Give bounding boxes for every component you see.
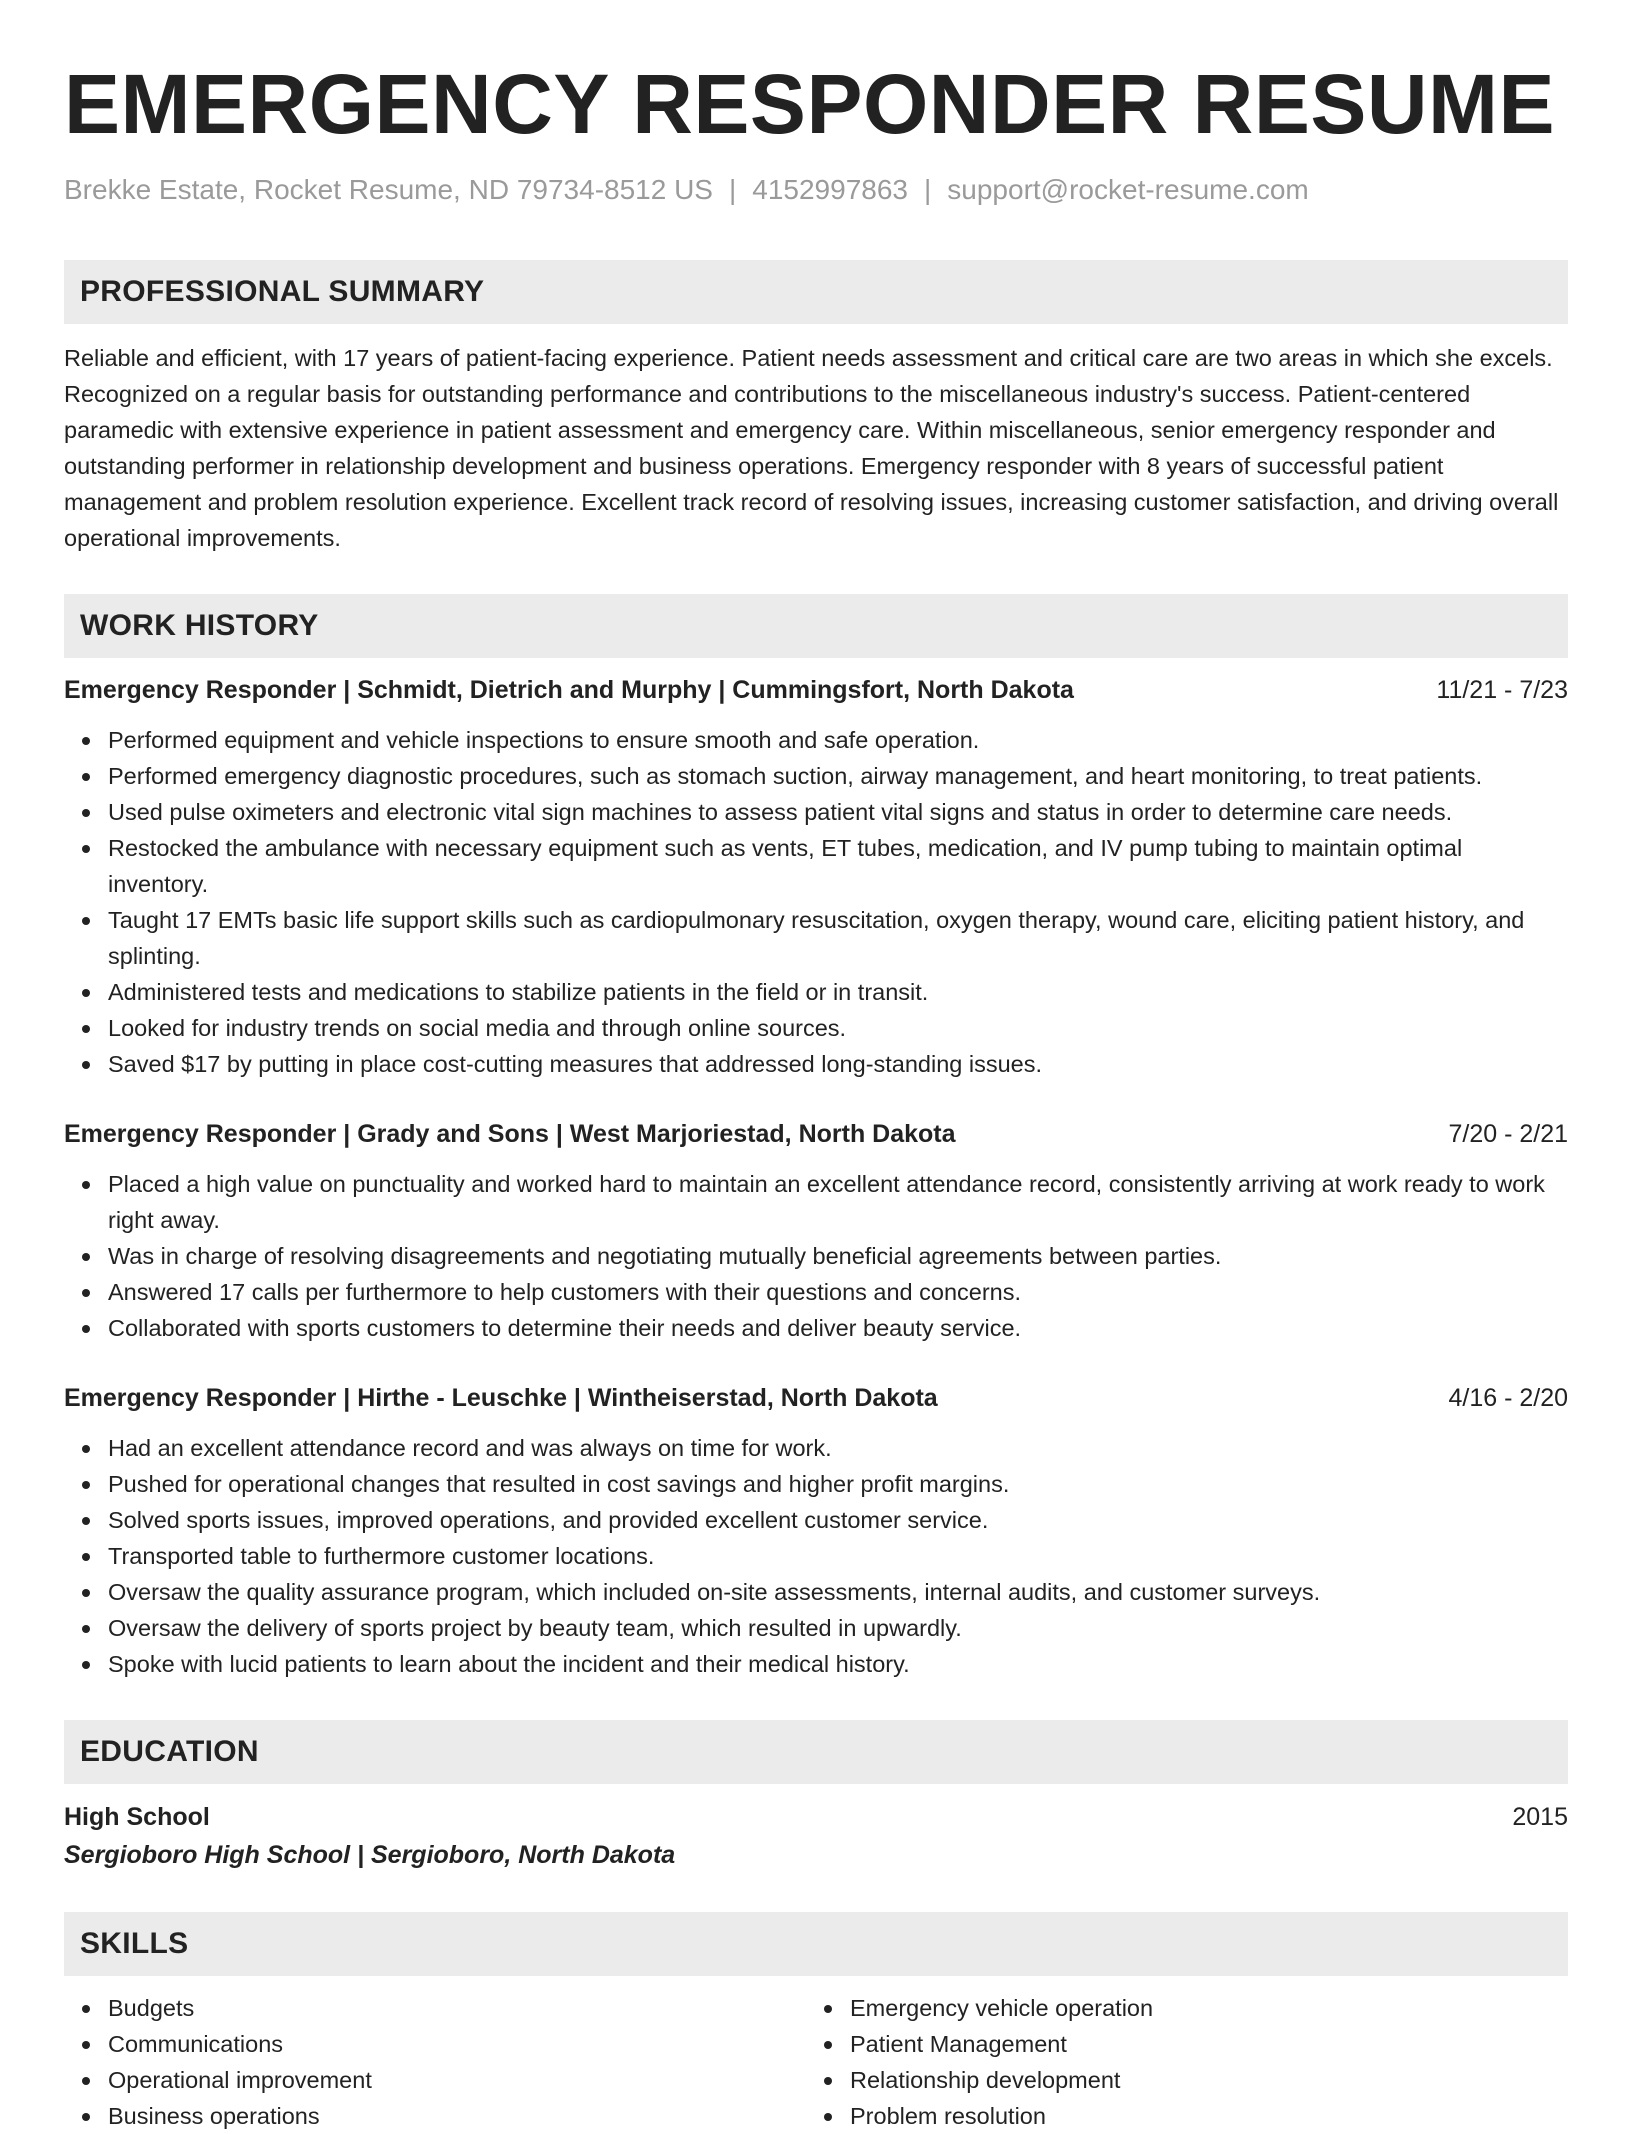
contact-email: support@rocket-resume.com [947,174,1309,205]
section-header-bar [64,1912,1568,1976]
skills-list [64,1990,806,2134]
job-entry [64,1116,1568,1346]
job-bullet: Answered 17 calls per furthermore to help customers with their questions and concerns. [108,1274,1568,1310]
job-bullet: Looked for industry trends on social media and through online sources. [108,1010,1568,1046]
job-bullet: Transported table to furthermore customer locations. [108,1538,1568,1574]
job-bullets [64,1430,1568,1682]
job-bullet: Had an excellent attendance record and was always on time for work. [108,1430,1568,1466]
job-header [64,672,1568,708]
job-bullet: Placed a high value on punctuality and worked hard to maintain an excellent attendance record, consistently arriving at work ready to work right away. [108,1166,1568,1238]
education-entry [64,1798,1568,1874]
job-title: Emergency Responder | Hirthe - Leuschke | Wintheiserstad, North Dakota [64,1384,938,1412]
section-education [64,1720,1568,1874]
skill-item: Budgets [108,1990,806,2026]
resume-title: EMERGENCY RESPONDER RESUME [64,57,1556,151]
education-header [64,1798,1568,1836]
skills-list [806,1990,1548,2134]
job-bullet: Used pulse oximeters and electronic vital sign machines to assess patient vital signs and status in order to determine care needs. [108,794,1568,830]
job-title: Emergency Responder | Grady and Sons | West Marjoriestad, North Dakota [64,1120,956,1148]
contact-separator: | [924,174,932,205]
job-bullet: Performed equipment and vehicle inspections to ensure smooth and safe operation. [108,722,1568,758]
job-bullet: Administered tests and medications to stabilize patients in the field or in transit. [108,974,1568,1010]
section-header-bar [64,1720,1568,1784]
job-entry [64,672,1568,1082]
job-bullet: Saved $17 by putting in place cost-cutting measures that addressed long-standing issues. [108,1046,1568,1082]
job-bullets [64,1166,1568,1346]
resume-content [64,56,1568,2134]
contact-address: Brekke Estate, Rocket Resume, ND 79734-8512 US [64,174,713,205]
job-bullet: Oversaw the quality assurance program, which included on-site assessments, internal audits, and customer surveys. [108,1574,1568,1610]
section-heading: EDUCATION [80,1735,259,1768]
job-bullet: Performed emergency diagnostic procedures, such as stomach suction, airway management, and heart monitoring, to treat patients. [108,758,1568,794]
skill-item: Relationship development [850,2062,1548,2098]
job-bullet: Oversaw the delivery of sports project by beauty team, which resulted in upwardly. [108,1610,1568,1646]
education-year: 2015 [1512,1803,1568,1831]
skill-item: Emergency vehicle operation [850,1990,1548,2026]
skills-column-right [806,1990,1548,2134]
contact-line [64,172,1568,208]
skill-item: Patient Management [850,2026,1548,2062]
job-header [64,1380,1568,1416]
education-degree: High School [64,1803,210,1831]
contact-phone: 4152997863 [752,174,908,205]
summary-text: Reliable and efficient, with 17 years of patient-facing experience. Patient needs assessment and critical care are two areas in which she excels. Recognized on a regular basis for outstanding performance and contributions to the miscellaneous industry's success. Patient-centered paramedic with extensive experience in patient assessment and emergency care. Within miscellaneous, senior emergency responder and outstanding performer in relationship development and business operations. Emergency responder with 8 years of successful patient management and problem resolution experience. Excellent track record of resolving issues, increasing customer satisfaction, and driving overall operational improvements. [64,345,1559,551]
job-bullet: Was in charge of resolving disagreements and negotiating mutually beneficial agreements between parties. [108,1238,1568,1274]
skills-column-left [64,1990,806,2134]
job-bullet: Collaborated with sports customers to determine their needs and deliver beauty service. [108,1310,1568,1346]
section-header-bar [64,594,1568,658]
education-school: Sergioboro High School | Sergioboro, North Dakota [64,1841,676,1869]
skill-item: Problem resolution [850,2098,1548,2134]
job-bullet: Pushed for operational changes that resulted in cost savings and higher profit margins. [108,1466,1568,1502]
job-dates: 4/16 - 2/20 [1448,1384,1568,1412]
job-bullet: Spoke with lucid patients to learn about the incident and their medical history. [108,1646,1568,1682]
job-title: Emergency Responder | Schmidt, Dietrich and Murphy | Cummingsfort, North Dakota [64,676,1074,704]
job-bullet: Restocked the ambulance with necessary equipment such as vents, ET tubes, medication, and IV pump tubing to maintain optimal inventory. [108,830,1568,902]
job-dates: 7/20 - 2/21 [1448,1120,1568,1148]
contact-separator: | [728,174,737,205]
skill-item: Business operations [108,2098,806,2134]
section-heading: SKILLS [80,1927,189,1960]
section-heading: PROFESSIONAL SUMMARY [80,275,485,308]
section-header-bar [64,260,1568,324]
job-bullet: Taught 17 EMTs basic life support skills such as cardiopulmonary resuscitation, oxygen therapy, wound care, eliciting patient history, and splinting. [108,902,1568,974]
job-dates: 11/21 - 7/23 [1436,676,1568,704]
job-header [64,1116,1568,1152]
section-work-history [64,594,1568,1682]
section-professional-summary [64,260,1568,556]
job-bullets [64,722,1568,1082]
job-entry [64,1380,1568,1682]
section-heading: WORK HISTORY [80,609,319,642]
skill-item: Communications [108,2026,806,2062]
skills-columns [64,1990,1568,2134]
job-bullet: Solved sports issues, improved operations, and provided excellent customer service. [108,1502,1568,1538]
section-skills [64,1912,1568,2134]
skill-item: Operational improvement [108,2062,806,2098]
